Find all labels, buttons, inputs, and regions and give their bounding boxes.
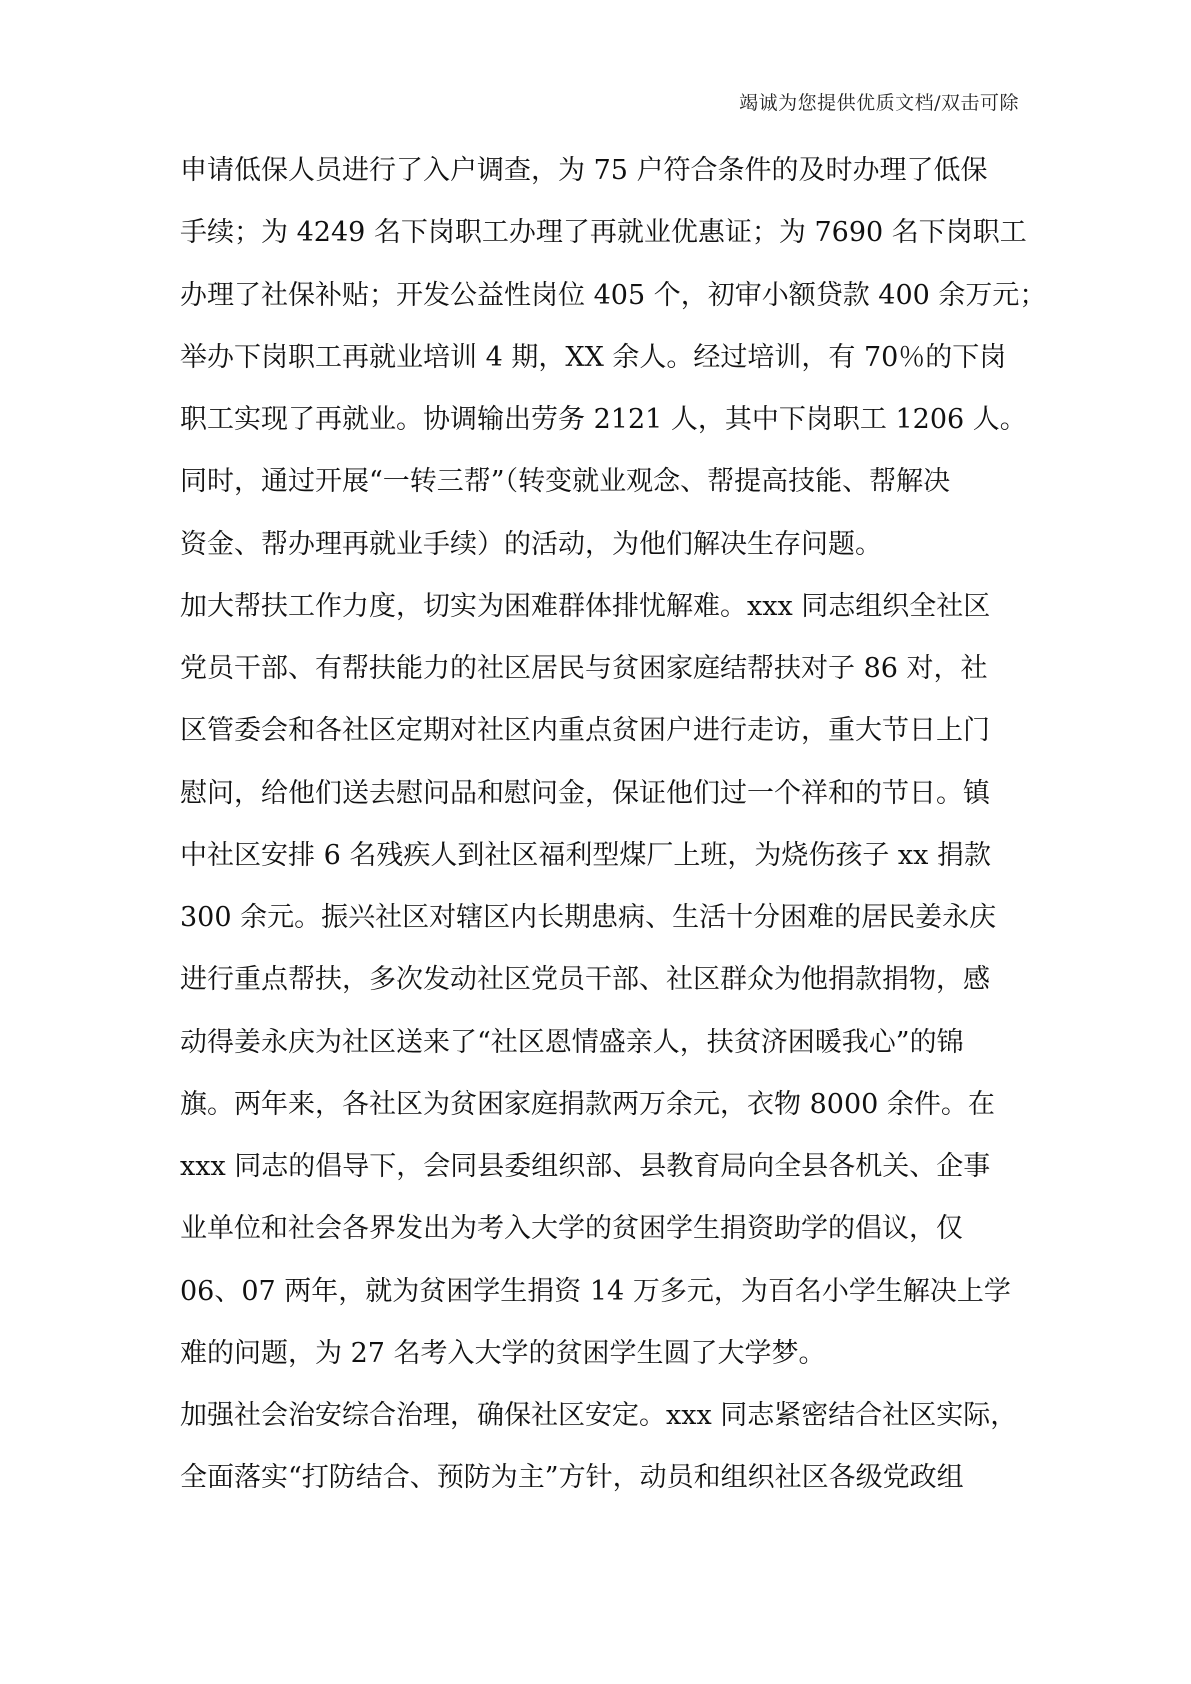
text-line: 难的问题，为 27 名考入大学的贫困学生圆了大学梦。 <box>180 1337 826 1369</box>
text-line: 职工实现了再就业。协调输出劳务 2121 人，其中下岗职工 1206 人。 <box>180 404 1027 435</box>
text-line: 资金、帮办理再就业手续）的活动，为他们解决生存问题。 <box>180 528 882 560</box>
text-line: 全面落实“打防结合、预防为主”方针，动员和组织社区各级党政组 <box>180 1462 964 1494</box>
text-line: 旗。两年来，各社区为贫困家庭捐款两万余元，衣物 8000 余件。在 <box>180 1088 995 1120</box>
text-line: 举办下岗职工再就业培训 4 期，XX 余人。经过培训，有 70％的下岗 <box>180 341 1007 373</box>
text-line: 业单位和社会各界发出为考入大学的贫困学生捐资助学的倡议，仅 <box>180 1213 963 1245</box>
text-line: 进行重点帮扶，多次发动社区党员干部、社区群众为他捐款捐物，感 <box>180 964 990 996</box>
text-line: 党员干部、有帮扶能力的社区居民与贫困家庭结帮扶对子 86 对，社 <box>180 653 988 684</box>
text-line: 加大帮扶工作力度，切实为困难群体排忧解难。xxx 同志组织全社区 <box>180 590 991 622</box>
text-line: 手续；为 4249 名下岗职工办理了再就业优惠证；为 7690 名下岗职工 <box>180 217 1027 249</box>
text-line: 慰问，给他们送去慰问品和慰问金，保证他们过一个祥和的节日。镇 <box>180 777 990 809</box>
text-line: 区管委会和各社区定期对社区内重点贫困户进行走访，重大节日上门 <box>180 715 990 747</box>
text-line: 申请低保人员进行了入户调查，为 75 户符合条件的及时办理了低保 <box>180 155 988 186</box>
header-note: 竭诚为您提供优质文档/双击可除 <box>739 92 1019 114</box>
document-body <box>180 140 1047 1510</box>
text-line: 300 余元。振兴社区对辖区内长期患病、生活十分困难的居民姜永庆 <box>180 902 997 933</box>
text-line: 中社区安排 6 名残疾人到社区福利型煤厂上班，为烧伤孩子 xx 捐款 <box>180 839 991 871</box>
text-line: xxx 同志的倡导下，会同县委组织部、县教育局向全县各机关、企事 <box>180 1151 991 1182</box>
text-line: 同时，通过开展“一转三帮”（转变就业观念、帮提高技能、帮解决 <box>180 466 951 498</box>
text-line: 加强社会治安综合治理，确保社区安定。xxx 同志紧密结合社区实际， <box>180 1400 1018 1431</box>
text-line: 动得姜永庆为社区送来了“社区恩情盛亲人，扶贫济困暖我心”的锦 <box>180 1026 964 1058</box>
text-line: 办理了社保补贴；开发公益性岗位 405 个，初审小额贷款 400 余万元； <box>180 279 1047 311</box>
text-line: 06、07 两年，就为贫困学生捐资 14 万多元，为百名小学生解决上学 <box>180 1275 1011 1307</box>
